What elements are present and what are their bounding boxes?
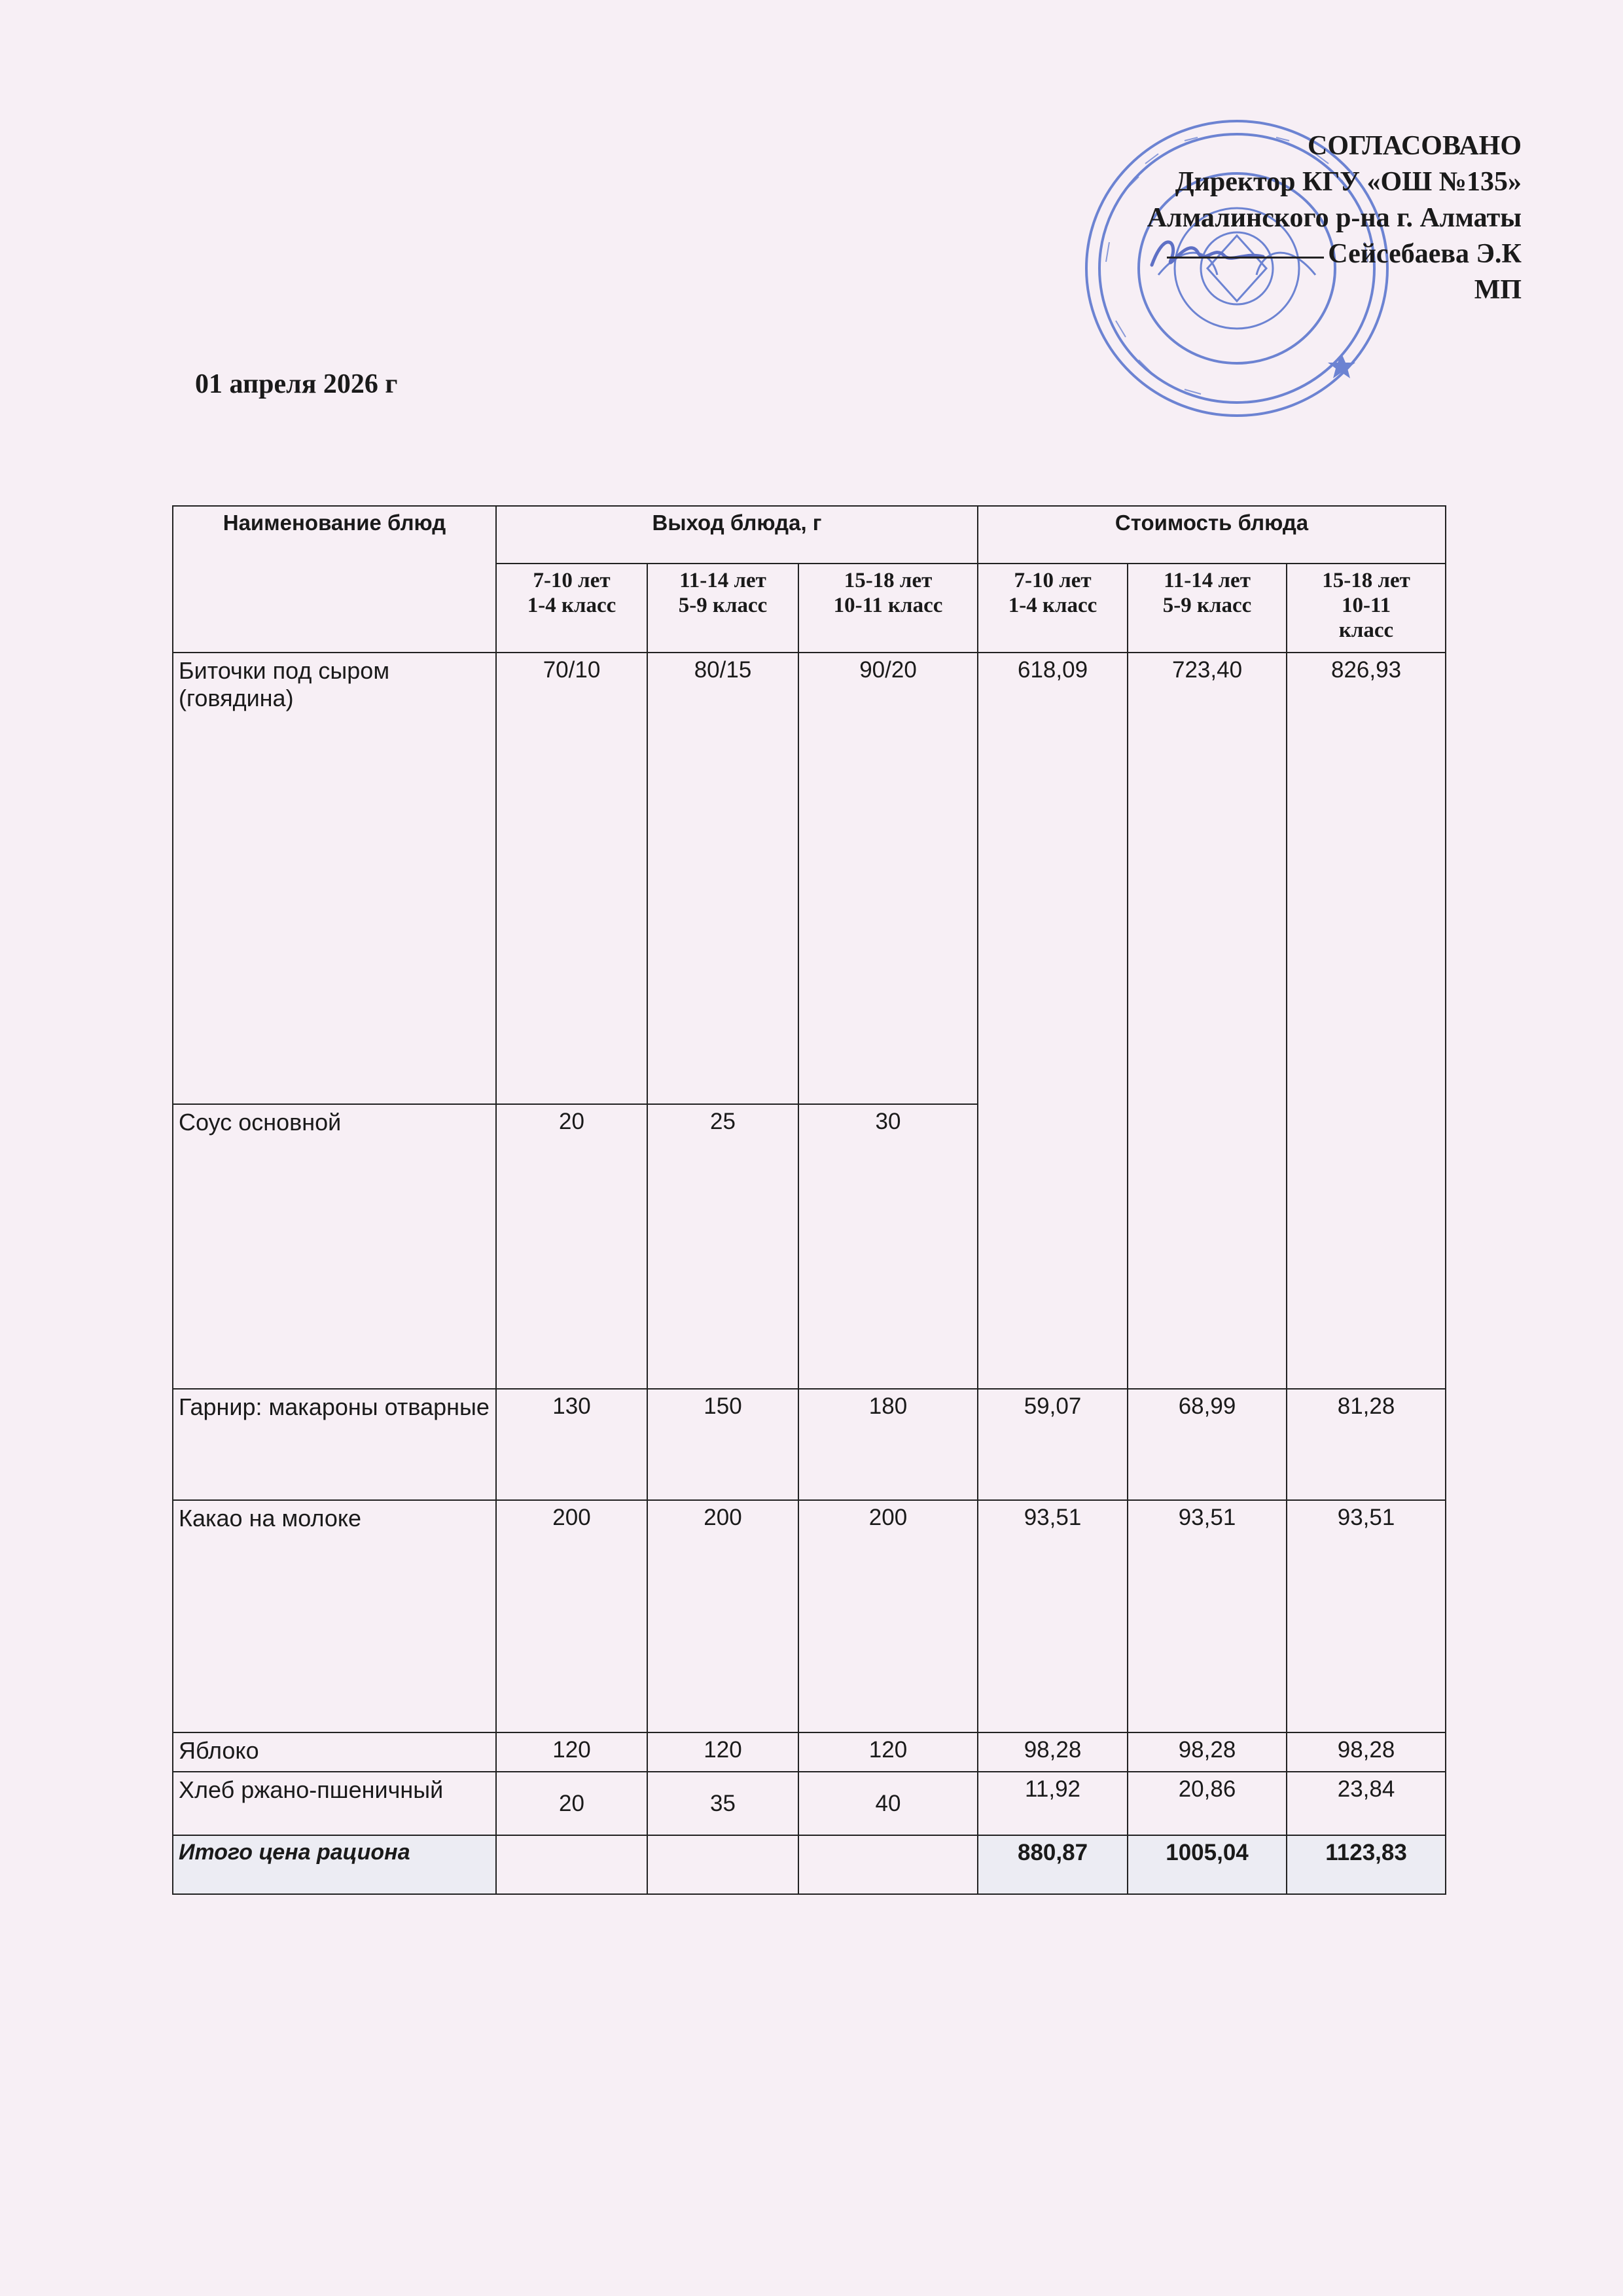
output-value: 30 [798,1104,978,1389]
output-value: 200 [647,1500,798,1732]
cost-value: 93,51 [1287,1500,1446,1732]
output-value: 120 [647,1732,798,1772]
total-label: Итого цена рациона [173,1835,496,1894]
table-row [173,1500,1446,1732]
table-row [173,653,1446,1104]
header-output-7-10: 7-10 лет 1-4 класс [496,564,647,653]
output-value: 40 [798,1772,978,1835]
header-cost-11-14: 11-14 лет 5-9 класс [1128,564,1287,653]
output-value: 70/10 [496,653,647,1104]
cost-value: 723,40 [1128,653,1287,1389]
cost-value: 81,28 [1287,1389,1446,1500]
signer-name: Сейсебаева Э.К [1328,239,1522,269]
approval-director: Директор КГУ «ОШ №135» [1175,167,1522,197]
header-output-11-14: 11-14 лет 5-9 класс [647,564,798,653]
cost-value: 826,93 [1287,653,1446,1389]
output-value: 120 [798,1732,978,1772]
cost-value: 23,84 [1287,1772,1446,1835]
output-value: 90/20 [798,653,978,1104]
cost-value: 98,28 [1128,1732,1287,1772]
table-row [173,1389,1446,1500]
dish-name: Биточки под сыром (говядина) [173,653,496,1104]
cost-value: 59,07 [978,1389,1128,1500]
total-cost-15-18: 1123,83 [1287,1835,1446,1894]
cost-value: 11,92 [978,1772,1128,1835]
cost-value: 98,28 [1287,1732,1446,1772]
cost-value: 20,86 [1128,1772,1287,1835]
table-row [173,1772,1446,1835]
approval-signer [1147,236,1522,272]
dish-name: Яблоко [173,1732,496,1772]
output-value: 130 [496,1389,647,1500]
output-value: 150 [647,1389,798,1500]
total-row [173,1835,1446,1894]
output-value: 180 [798,1389,978,1500]
header-dish-name: Наименование блюд [173,506,496,653]
header-cost-7-10: 7-10 лет 1-4 класс [978,564,1128,653]
signature-line [1167,257,1324,259]
menu-table [172,505,1446,1895]
total-cost-7-10: 880,87 [978,1835,1128,1894]
output-value: 20 [496,1104,647,1389]
header-cost-15-18: 15-18 лет 10-11 класс [1287,564,1446,653]
output-value: 25 [647,1104,798,1389]
dish-name: Хлеб ржано-пшеничный [173,1772,496,1835]
empty-cell [798,1835,978,1894]
approval-title: СОГЛАСОВАНО [1308,131,1522,161]
menu-date: 01 апреля 2026 г [195,369,398,399]
dish-name: Гарнир: макароны отварные [173,1389,496,1500]
cost-value: 618,09 [978,653,1128,1389]
cost-value: 93,51 [1128,1500,1287,1732]
header-cost-group: Стоимость блюда [978,506,1446,564]
cost-value: 98,28 [978,1732,1128,1772]
output-value: 35 [647,1772,798,1835]
empty-cell [647,1835,798,1894]
header-output-group: Выход блюда, г [496,506,978,564]
dish-name: Какао на молоке [173,1500,496,1732]
empty-cell [496,1835,647,1894]
dish-name: Соус основной [173,1104,496,1389]
table-row [173,1732,1446,1772]
total-cost-11-14: 1005,04 [1128,1835,1287,1894]
cost-value: 68,99 [1128,1389,1287,1500]
approval-seal-mark: МП [1474,275,1522,305]
approval-district: Алмалинского р-на г. Алматы [1147,203,1522,233]
approval-block [1147,128,1522,308]
output-value: 20 [496,1772,647,1835]
output-value: 120 [496,1732,647,1772]
output-value: 200 [496,1500,647,1732]
output-value: 200 [798,1500,978,1732]
header-output-15-18: 15-18 лет 10-11 класс [798,564,978,653]
output-value: 80/15 [647,653,798,1104]
cost-value: 93,51 [978,1500,1128,1732]
